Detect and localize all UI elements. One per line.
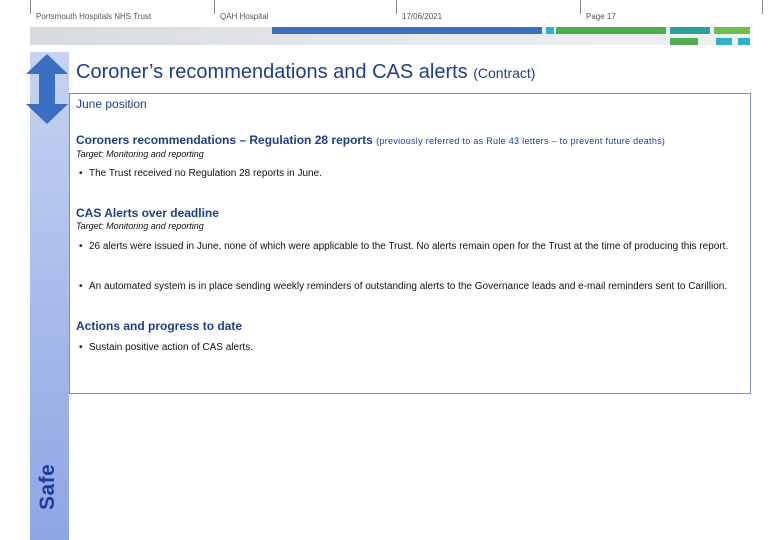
header-divider [580,0,581,14]
june-position-label: June position [76,97,147,111]
header-divider [30,0,31,14]
header-divider [214,0,215,14]
section-heading-text: Coroners recommendations – Regulation 28 reports [76,133,373,147]
section-heading-note: (previously referred to as Rule 43 letters – to prevent future deaths) [376,136,666,146]
header-divider [396,0,397,14]
stripe-bar-blue [272,27,542,34]
bullet-text: Sustain positive action of CAS alerts. [89,342,253,353]
up-down-arrow-icon [26,54,68,124]
header-date: 17/06/2021 [402,12,443,21]
bullet-text: 26 alerts were issued in June, none of which were applicable to the Trust. No alerts remain open for the Trust at the time of producing this report. [89,241,729,252]
section-heading-text: CAS Alerts over deadline [76,206,219,220]
section-heading-coroners [76,133,665,147]
page-title-main: Coroner’s recommendations and CAS alerts [76,61,468,83]
page-title [76,61,535,84]
stripe-bar-teal-small [738,38,750,45]
bullet-dot: • [79,168,83,179]
bullet-text: The Trust received no Regulation 28 reports in June. [89,168,322,179]
bullet-dot: • [79,281,83,292]
stripe-bar-green [714,27,750,34]
target-text: Target: Monitoring and reporting [76,221,204,231]
domain-label: Safe [36,463,59,510]
bullet-item [79,280,747,293]
bullet-item [79,167,747,180]
header-divider [762,0,763,14]
page-title-sub: (Contract) [473,65,536,81]
target-text: Target: Monitoring and reporting [76,149,204,159]
section-heading-text: Actions and progress to date [76,319,243,333]
bullet-dot: • [79,241,83,252]
stripe-bar-teal-small [716,38,732,45]
stripe-bar-green [556,27,666,34]
stripe-bar-green-small [670,38,698,45]
stripe-bar-teal [670,27,710,34]
header-trust-name: Portsmouth Hospitals NHS Trust [36,12,152,21]
section-heading-actions [76,319,242,333]
stripe-bar-teal [546,27,554,34]
header-page-number: Page 17 [586,12,616,21]
bullet-dot: • [79,342,83,353]
bullet-item [79,240,747,253]
bullet-text: An automated system is in place sending weekly reminders of outstanding alerts to the Governance leads and e-mail reminders sent to Carillion. [89,281,728,292]
section-heading-cas-alerts [76,206,219,220]
bullet-item [79,341,747,354]
header-hospital: QAH Hospital [220,12,269,21]
